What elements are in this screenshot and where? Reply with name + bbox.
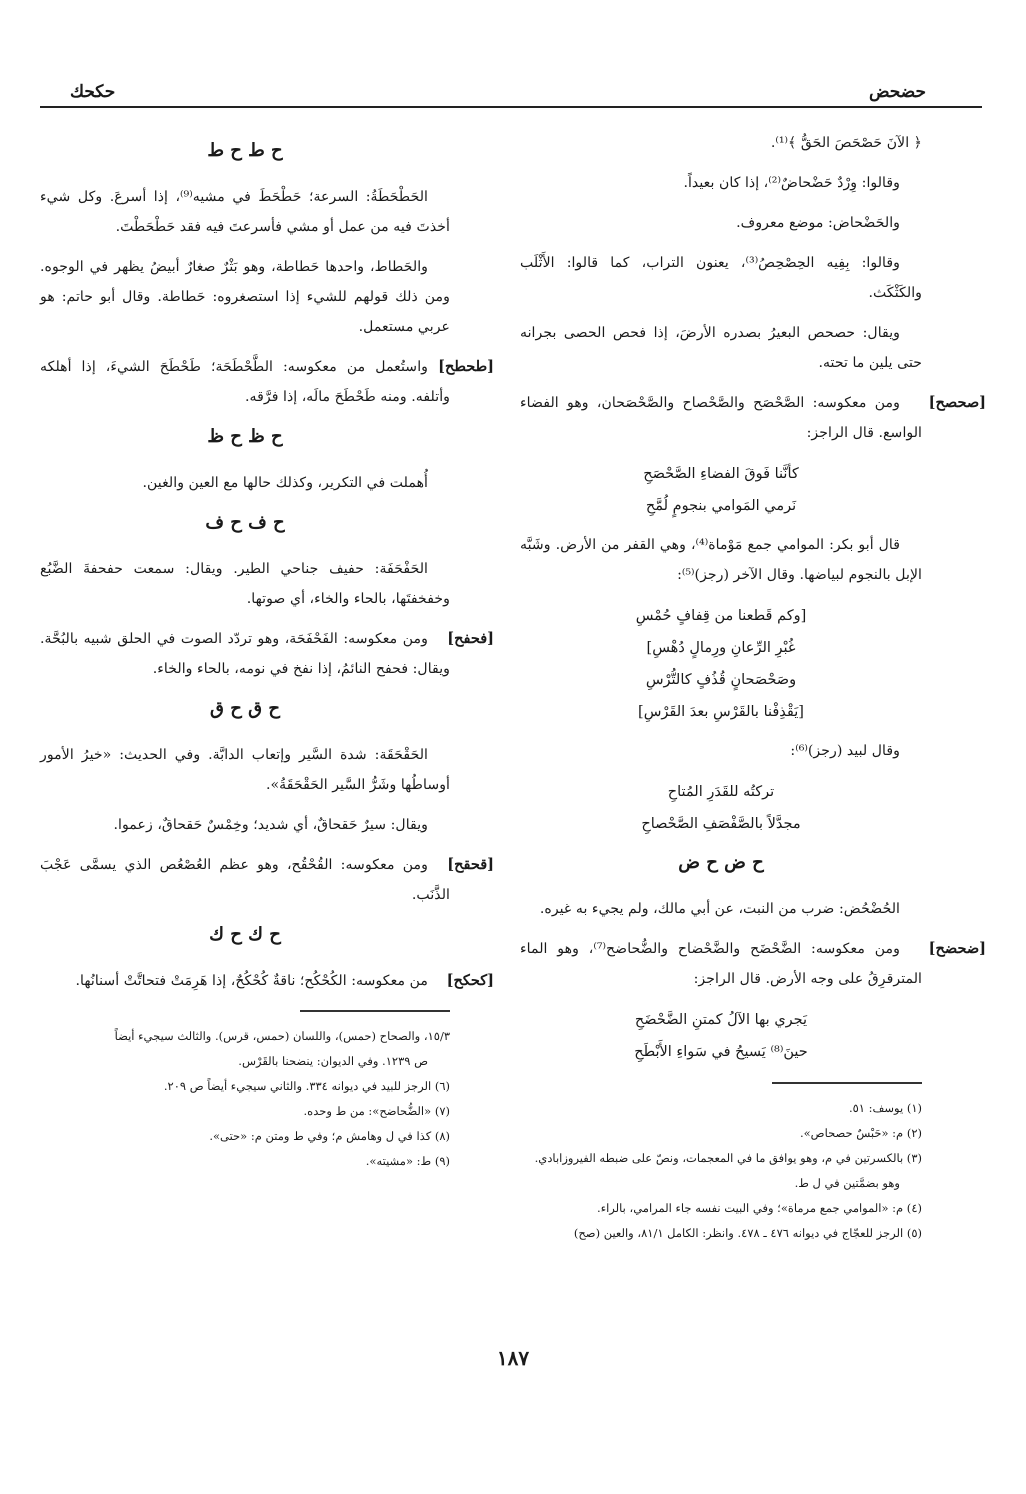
entry-sahsah <box>520 388 986 448</box>
paragraph: وقالوا: وِرْدٌ حَضْحاضٌ⁽²⁾، إذا كان بعيداً. <box>683 175 900 191</box>
verse-block <box>520 776 922 840</box>
entry-fahfah <box>40 624 494 684</box>
verse-line: [وكم قَطعنا من قِفافٍ حُمْسِ <box>635 608 807 624</box>
entry-text: واستُعمل من معكوسه: الطَّحْطَحَة؛ طَحْطَحَ الشيءَ، إذا أهلكه وأتلفه. ومنه طَحْطَحَ مالَه، إذا فرَّقه. <box>40 359 450 405</box>
left-column <box>40 128 494 1174</box>
paragraph: الحَفْحَفَة: حفيف جناحي الطير. ويقال: سمعت حفحفةَ الضَّبُع وخفخفتَها، بالحاء والخاء، أي صوتها. <box>40 561 450 607</box>
entry-text: ومن معكوسه: الضَّحْضَح والضَّحْضاح والضُّحاضح⁽⁷⁾، وهو الماء المترقرِقُ على وجه الأرض. قال الراجز: <box>520 941 922 987</box>
verse-block <box>520 600 922 728</box>
entry-text: ومن معكوسه: الفَحْفَحَة، وهو تردّد الصوت في الحلق شبيه بالبُحَّة. ويقال: فحفح النائمُ، إذا نفخ في نومه، بالحاء والخاء. <box>40 631 450 677</box>
footnote: وهو بضمَّتين في ل ط. <box>794 1175 900 1190</box>
footnote: (٣) بالكسرتين في م، وهو يوافق ما في المعجمات، ونصّ على ضبطه الفيروزابادي. <box>534 1150 922 1165</box>
verse-block <box>520 458 922 522</box>
verse-line: تركتُه للقَدَرِ المُتاحِ <box>667 784 775 800</box>
entry-dahdah <box>520 934 986 994</box>
paragraph: الحَقْحَقَة: شدة السَّير وإتعاب الدابَّة. وفي الحديث: «خيرُ الأمور أوساطُها وشَرُّ السَّير الحَقْحَقَةُ». <box>40 747 450 793</box>
footnote: (٧) «الضُّحاضح»: من ط وحده. <box>303 1103 450 1118</box>
paragraph: وقال لبيد (رجز)⁽⁶⁾: <box>790 743 900 759</box>
root-heading: ح ظ ح ظ <box>207 426 283 447</box>
paragraph: والحَضْحاض: موضع معروف. <box>736 215 900 231</box>
verse-line: حينَ⁽⁸⁾ يَسيحُ في سَواءِ الأَبْطَحِ <box>634 1044 808 1060</box>
footnote: ١٥/٣، والصحاح (حمس)، واللسان (حمس، قرس). والثالث سيجيء أيضاً <box>114 1028 450 1043</box>
margin-tag: [طحطح] <box>438 358 494 375</box>
verse-line: [يَقْذِفْنا بالقَرْسِ بعدَ القَرْسِ] <box>638 704 804 720</box>
verse-line: وصَحْصَحانٍ قُذُفٍ كالتُّرْسِ <box>645 672 797 688</box>
footnote: (٦) الرجز للبيد في ديوانه ٣٣٤. والثاني سيجيء أيضاً ص ٢٠٩. <box>163 1078 450 1093</box>
root-heading: ح ك ح ك <box>209 924 281 945</box>
verse-line: غُبْرِ الرِّعانِ ورِمالٍ دُهْسِ] <box>646 640 796 656</box>
footnote: (١) يوسف: ٥١. <box>848 1100 922 1115</box>
margin-tag: [كحكح] <box>446 972 494 989</box>
paragraph: الحُضْحُض: ضرب من النبت، عن أبي مالك، ولم يجيء به غيره. <box>539 901 900 917</box>
root-heading: ح ق ح ق <box>210 698 280 719</box>
footnote: (٥) الرجز للعجّاج في ديوانه ٤٧٦ ـ ٤٧٨. وانظر: الكامل ٨١/١، والعين (صح) <box>573 1225 922 1240</box>
verse-line: يَجري بها الآلُ كمتنِ الضَّحْضَحِ <box>634 1012 808 1028</box>
paragraph: وقالوا: بِفِيه الحِصْحِصُ⁽³⁾، يعنون التراب، كما قالوا: الأَثْلَب والكَثْكَث. <box>520 255 922 301</box>
verse-line: مجدَّلاً بالصَّفْصَفِ الصَّحْصاحِ <box>641 816 801 832</box>
entry-kahkah <box>40 966 494 996</box>
margin-tag: [قحقح] <box>447 856 494 873</box>
paragraph: ويقال: سيرٌ حَقحاقٌ، أي شديد؛ وخِمْسٌ حَقحاقٌ، زعموا. <box>113 817 428 833</box>
quran-quote: ﴿ الآنَ حَصْحَصَ الحَقُّ ﴾⁽¹⁾. <box>770 135 922 151</box>
footnote-rule <box>772 1082 922 1084</box>
header-rule <box>40 106 982 108</box>
verse-line: نَرمي المَوامي بنجومٍ لُمَّحِ <box>645 498 797 514</box>
entry-tahtah <box>40 352 494 412</box>
paragraph: الحَطْحَطَةُ: السرعة؛ حَطْحَطَ في مشيه⁽⁹⁾، إذا أسرعَ. وكل شيء أخذتَ فيه من عمل أو مشي فأسرعتَ فيه فقد حَطْحَطْتَ. <box>40 189 450 235</box>
running-title-left: حكحك <box>70 82 116 102</box>
footnote: ص ١٢٣٩. وفي الديوان: ينضحنا بالقَرْس. <box>238 1053 428 1068</box>
running-title-right: حضحض <box>868 82 926 102</box>
root-heading: ح ط ح ط <box>207 140 283 161</box>
root-heading: ح ض ح ض <box>678 852 764 873</box>
right-column <box>520 128 986 1246</box>
paragraph: قال أبو بكر: الموامي جمع مَوْماة⁽⁴⁾، وهي القفر من الأرض. وشَبَّه الإبل بالنجوم لبياضها. وقال الآخر (رجز)⁽⁵⁾: <box>520 537 922 583</box>
entry-text: ومن معكوسه: القُحْقُح، وهو عظم العُصْعُص الذي يسمَّى عَجْبَ الذَّنَب. <box>40 857 450 903</box>
margin-tag: [صحصح] <box>928 394 986 411</box>
paragraph: ويقال: حصحص البعيرُ بصدره الأرضَ، إذا فحص الحصى بجرانه حتى يلين ما تحته. <box>520 325 922 371</box>
verse-block <box>520 1004 922 1068</box>
page-number: ١٨٧ <box>496 1346 530 1370</box>
footnote: (٩) ط: «مشيته». <box>365 1153 450 1168</box>
paragraph: أُهملت في التكرير، وكذلك حالها مع العين والغين. <box>142 475 428 491</box>
margin-tag: [فحفح] <box>447 630 494 647</box>
root-heading: ح ف ح ف <box>205 512 285 533</box>
verse-line: كأنَّنا فَوقَ الفضاءِ الصَّحْصَحِ <box>643 466 799 482</box>
entry-qahqah <box>40 850 494 910</box>
paragraph: والحَطاط، واحدها حَطاطة، وهو بَثْرٌ صغارٌ أبيضُ يظهر في الوجوه. ومن ذلك قولهم للشيء إذا استصغروه: حَطاطة. وقال أبو حاتم: هو عربي مستعمل. <box>40 259 450 335</box>
footnote-rule <box>300 1010 450 1012</box>
entry-text: من معكوسه: الكُحْكُح؛ ناقةٌ كُحْكُحٌ، إذا هَرِمَتْ فتحاتَّتْ أسنانُها. <box>75 973 428 989</box>
footnote: (٤) م: «الموامي جمع مرماة»؛ وفي البيت نفسه جاء المرامي، بالراء. <box>597 1200 922 1215</box>
footnote: (٢) م: «حَبْسٌ حصحاص». <box>799 1125 922 1140</box>
margin-tag: [ضحضح] <box>928 940 986 957</box>
entry-text: ومن معكوسه: الصَّحْصَح والصَّحْصاح والصَّحْصَحان، وهو الفضاء الواسع. قال الراجز: <box>520 395 922 441</box>
footnote: (٨) كذا في ل وهامش م؛ وفي ط ومتن م: «حتى». <box>209 1128 450 1143</box>
